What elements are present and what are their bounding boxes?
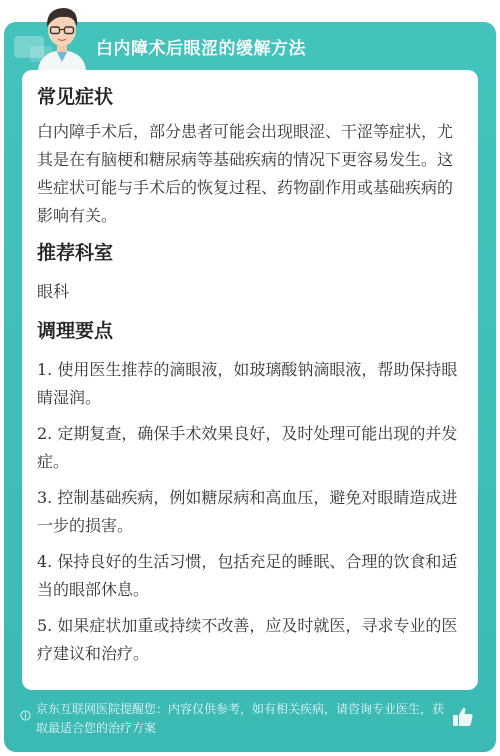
page-title: 白内障术后眼涩的缓解方法 xyxy=(96,39,306,59)
list-item xyxy=(37,612,463,668)
list-item-number: 4. xyxy=(37,552,53,571)
info-icon xyxy=(20,710,31,721)
disclaimer-text: 京东互联网医院提醒您：内容仅供参考，如有相关疾病，请咨询专业医生，获取最适合您的治疗方案 xyxy=(36,702,445,735)
list-item-text: 如果症状加重或持续不改善，应及时就医，寻求专业的医疗建议和治疗。 xyxy=(37,616,458,663)
list-item-number: 3. xyxy=(37,488,53,507)
section-heading-department: 推荐科室 xyxy=(37,242,114,264)
list-item-number: 5. xyxy=(37,616,53,635)
content-card xyxy=(22,70,478,690)
section-heading-care: 调理要点 xyxy=(37,320,114,342)
list-item xyxy=(37,548,463,604)
list-item-text: 控制基础疾病，例如糖尿病和高血压，避免对眼睛造成进一步的损害。 xyxy=(37,488,458,535)
footer-disclaimer xyxy=(22,700,452,738)
list-item-text: 定期复查，确保手术效果良好，及时处理可能出现的并发症。 xyxy=(37,424,458,471)
list-item xyxy=(37,484,463,540)
list-item-text: 使用医生推荐的滴眼液，如玻璃酸钠滴眼液，帮助保持眼睛湿润。 xyxy=(37,360,458,407)
symptoms-text: 白内障手术后，部分患者可能会出现眼涩、干涩等症状，尤其是在有脑梗和糖尿病等基础疾病的情况下更容易发生。这些症状可能与手术后的恢复过程、药物副作用或基础疾病的影响有关。 xyxy=(37,122,454,225)
list-item xyxy=(37,420,463,476)
department-text: 眼科 xyxy=(37,282,70,301)
doctor-avatar-icon xyxy=(34,0,90,70)
list-item-number: 1. xyxy=(37,360,53,379)
thumbs-up-icon[interactable] xyxy=(452,706,474,728)
list-item-number: 2. xyxy=(37,424,53,443)
section-heading-symptoms: 常见症状 xyxy=(37,86,114,108)
list-item xyxy=(37,356,463,412)
list-item-text: 保持良好的生活习惯，包括充足的睡眠、合理的饮食和适当的眼部休息。 xyxy=(37,552,458,599)
